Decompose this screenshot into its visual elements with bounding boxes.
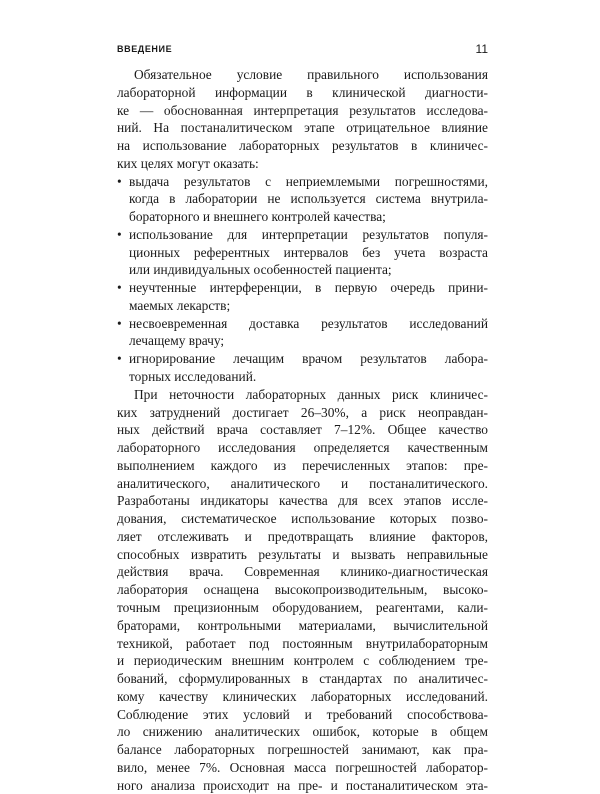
text-line: лабораторного исследования определяется качественным [117,440,488,456]
text-line: ло снижению аналитических ошибок, которые в общем [117,724,488,740]
text-line: ляет отслеживать и предотвращать влияние факторов, [117,528,488,544]
text-line: лечащему врачу; [129,333,225,349]
text-line: лаборатория оснащена высокопроизводительным, высоко- [117,582,488,598]
text-line [117,173,488,191]
text-line: ционных референтных интервалов без учета возраста [129,244,488,260]
body-text [117,66,488,794]
text-line: на использование лабораторных результатов в клиничес- [117,138,488,154]
text-line: точным прецизионным оборудованием, реагентами, кали- [117,599,488,615]
text-line: дования, систематическое использование которых позво- [117,511,488,527]
text-line [117,350,488,368]
bullet-text: использование для интерпретации результатов популя- [129,226,488,242]
text-line: действия врача. Современная клинико-диагностическая [117,564,488,580]
text-line: ких затруднений достигает 26–30%, а риск неоправдан- [117,404,488,420]
text-line [117,315,488,333]
text-line: ных действий врача составляет 7–12%. Общее качество [117,422,488,438]
text-line: выполнением каждого из перечисленных этапов: пре- [117,457,488,473]
text-line: когда в лаборатории не используется система внутрила- [129,191,488,207]
text-line: бований, сформулированных в стандартах по аналитичес- [117,671,488,687]
bullet-marker: • [117,351,122,367]
page-number: 11 [475,42,488,56]
section-title: ВВЕДЕНИЕ [117,44,173,54]
text-line: Разработаны индикаторы качества для всех этапов иссле- [117,493,488,509]
text-line: и периодическим внешним контролем с соблюдением тре- [117,653,488,669]
bullet-text: выдача результатов с неприемлемыми погрешностями, [129,173,488,189]
text-line: маемых лекарств; [129,297,231,313]
text-line: техникой, работает под постоянным внутрилабораторным [117,635,488,651]
text-line: аналитического, аналитического и постаналитического. [117,475,488,491]
text-line: браторами, контрольными материалами, вычислительной [117,617,488,633]
text-line: или индивидуальных особенностей пациента; [129,262,392,278]
text-line [117,279,488,297]
bullet-marker: • [117,315,122,331]
text-line: ке — обоснованная интерпретация результатов исследова- [117,102,488,118]
bullet-text: несвоевременная доставка результатов исследований [129,315,488,331]
text-line: кому качеству клинических лабораторных исследований. [117,688,488,704]
text-line: Обязательное условие правильного использования [134,67,488,82]
text-line: балансе лабораторных погрешностей занимают, как пра- [117,742,488,758]
text-line: лабораторной информации в клинической диагности- [117,84,488,100]
running-header [117,42,488,58]
text-line: способных извратить результаты и вызвать неправильные [117,546,488,562]
text-line: торных исследований. [129,369,257,385]
text-line: При неточности лабораторных данных риск клиничес- [134,386,488,402]
bullet-text: неучтенные интерференции, в первую очередь прини- [129,280,488,296]
text-line [117,226,488,244]
text-line: вило, менее 7%. Основная масса погрешностей лаборатор- [117,759,488,775]
text-line: ких целях могут оказать: [117,155,259,171]
bullet-marker: • [117,280,122,296]
bullet-marker: • [117,226,122,242]
text-line: бораторного и внешнего контролей качества; [129,209,386,225]
text-line: ний. На постаналитическом этапе отрицательное влияние [117,120,488,136]
bullet-text: игнорирование лечащим врачом результатов лабора- [129,351,488,367]
bullet-marker: • [117,173,122,189]
text-line: Соблюдение этих условий и требований способствова- [117,706,488,722]
text-line: ного анализа происходит на пре- и постаналитическом эта- [117,777,488,793]
